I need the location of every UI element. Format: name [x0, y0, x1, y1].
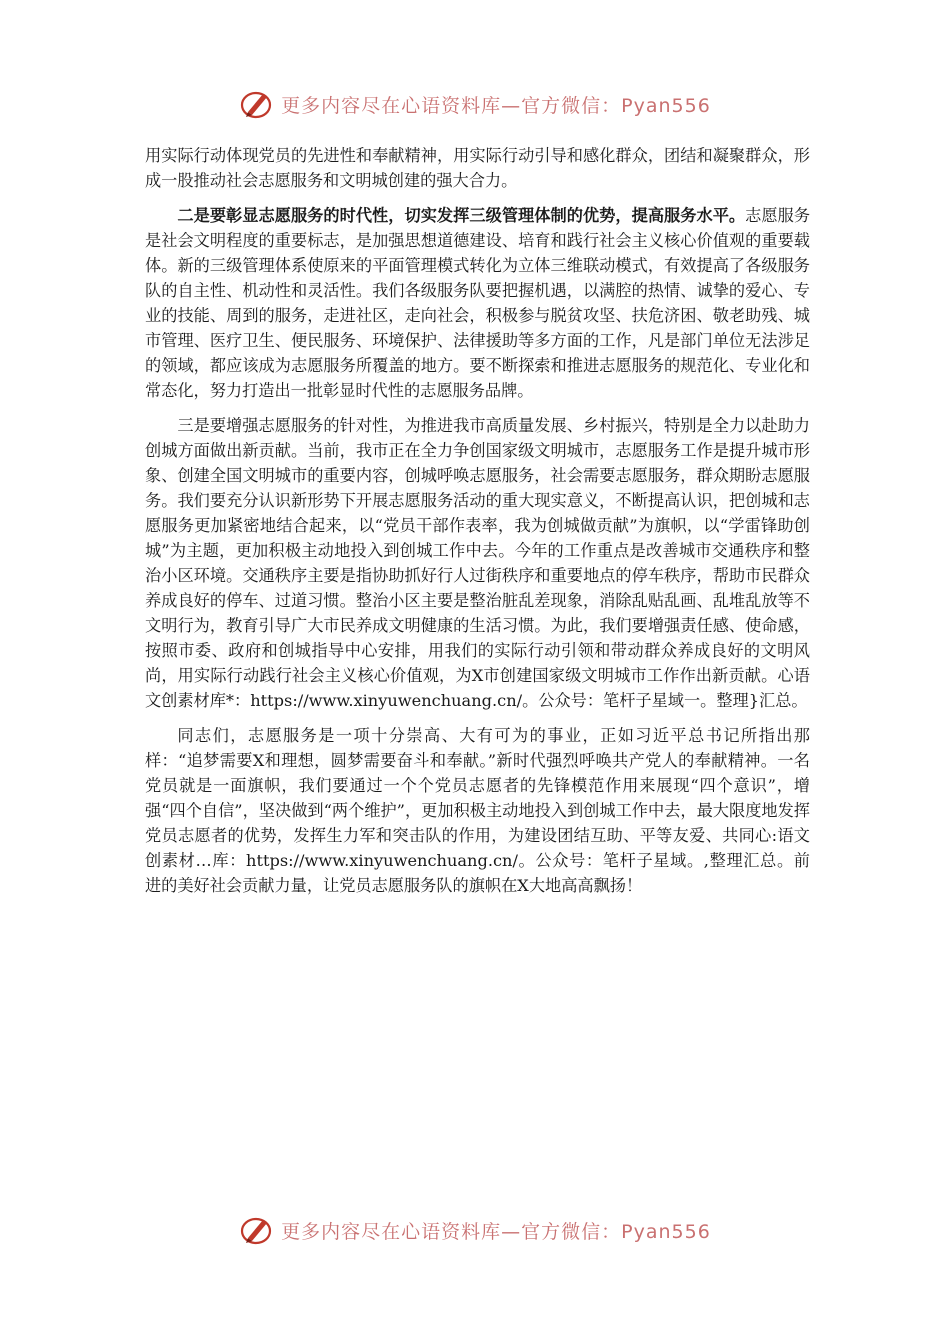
paragraph-2-text: 志愿服务是社会文明程度的重要标志，是加强思想道德建设、培育和践行社会主义核心价值观的重要载体。新的三级管理体系使原来的平面管理模式转化为立体三维联动模式，有效提高了各级服务队的自主性、机动性和灵活性。我们各级服务队要把握机遇，以满腔的热情、诚挚的爱心、专业的技能、周到的服务，走进社区，走向社会，积极参与脱贫攻坚、扶危济困、敬老助残、城市管理、医疗卫生、便民服务、环境保护、法律援助等多方面的工作，凡是部门单位无法涉足的领域，都应该成为志愿服务所覆盖的地方。要不断探索和推进志愿服务的规范化、专业化和常态化，努力打造出一批彰显时代性的志愿服务品牌。 — [145, 206, 811, 400]
paragraph-2-bold: 二是要彰显志愿服务的时代性，切实发挥三级管理体制的优势，提高服务水平。 — [177, 206, 746, 225]
paragraph-3 — [145, 413, 810, 713]
paragraph-3-text: 三是要增强志愿服务的针对性，为推进我市高质量发展、乡村振兴，特别是全力以赴助力创城方面做出新贡献。当前，我市正在全力争创国家级文明城市，志愿服务工作是提升城市形象、创建全国文明城市的重要内容，创城呼唤志愿服务，社会需要志愿服务，群众期盼志愿服务。我们要充分认识新形势下开展志愿服务活动的重大现实意义，不断提高认识，把创城和志愿服务更加紧密地结合起来，以“党员干部作表率，我为创城做贡献”为旗帜，以“学雷锋助创城”为主题，更加积极主动地投入到创城工作中去。今年的工作重点是改善城市交通秩序和整治小区环境。交通秩序主要是指协助抓好行人过街秩序和重要地点的停车秩序，帮助市民群众养成良好的停车、过道习惯。整治小区主要是整治脏乱差现象，消除乱贴乱画、乱堆乱放等不文明行为，教育引导广大市民养成文明健康的生活习惯。为此，我们要增强责任感、使命感，按照市委、政府和创城指导中心安排，用我们的实际行动引领和带动群众养成良好的文明风尚，用实际行动践行社会主义核心价值观，为X市创建国家级文明城市工作作出新贡献。心语文创素材库*：https://www.xinyuwenchuang.cn/。公众号：笔杆子星域一。整理}汇总。 — [145, 416, 810, 710]
pen-logo-icon — [239, 86, 275, 122]
document-body — [145, 143, 810, 908]
pen-logo-icon — [239, 1212, 275, 1248]
banner-text: 更多内容尽在心语资料库—官方微信：Pyan556 — [281, 1220, 711, 1243]
header-banner — [0, 84, 950, 124]
paragraph-1 — [145, 143, 810, 193]
paragraph-2 — [145, 203, 810, 403]
banner-text: 更多内容尽在心语资料库—官方微信：Pyan556 — [281, 94, 711, 117]
paragraph-4-text: 同志们，志愿服务是一项十分崇高、大有可为的事业，正如习近平总书记所指出那样：“追梦需要X和理想，圆梦需要奋斗和奉献。”新时代强烈呼唤共产党人的奉献精神。一名党员就是一面旗帜，我们要通过一个个党员志愿者的先锋模范作用来展现“四个意识”，增强“四个自信”，坚决做到“两个维护”，更加积极主动地投入到创城工作中去，最大限度地发挥党员志愿者的优势，发挥生力军和突击队的作用，为建设团结互助、平等友爱、共同心:语文创素材…库：https://www.xinyuwenchuang.cn/。公众号：笔杆子星域。,整理汇总。前进的美好社会贡献力量，让党员志愿服务队的旗帜在X大地高高飘扬！ — [145, 726, 810, 895]
paragraph-1-text: 用实际行动体现党员的先进性和奉献精神，用实际行动引导和感化群众，团结和凝聚群众，形成一股推动社会志愿服务和文明城创建的强大合力。 — [145, 146, 810, 190]
paragraph-4 — [145, 723, 810, 898]
footer-banner — [0, 1210, 950, 1250]
